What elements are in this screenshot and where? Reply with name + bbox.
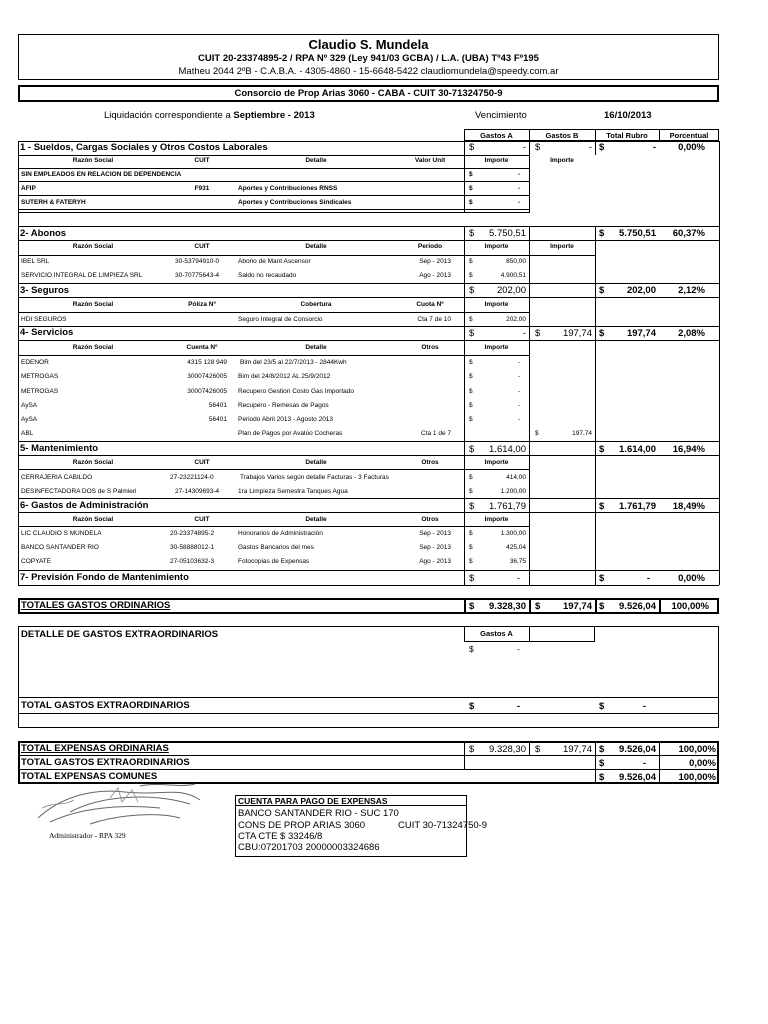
liquidacion-label (104, 111, 315, 121)
s1-r1-detalle: Aportes y Contribuciones RNSS (238, 185, 338, 192)
sum-r1-gastos-a: 9.328,30 (489, 744, 526, 755)
s4-abl-importe-b: 197,74 (572, 430, 592, 437)
s5-cur-tr: $ (599, 444, 605, 455)
extra-h-gastos-a: Gastos A (480, 629, 513, 638)
s1-r2-detalle: Aportes y Contribuciones Sindicales (238, 199, 352, 206)
s6-cur-tr: $ (599, 501, 605, 512)
colhead-gastos-b: Gastos B (545, 131, 579, 140)
s4-r1-importe: - (517, 359, 520, 366)
s1-cur-a: $ (469, 142, 475, 153)
section-2-title: 2- Abonos (20, 228, 67, 239)
sum-r3-total-rubro: 9.526,04 (619, 772, 656, 783)
administrator-contact: Matheu 2044 2ºB - C.A.B.A. - 4305-4860 - 15-6648-5422 claudiomundela@speedy.com.ar (178, 66, 559, 77)
tot-extra-cur-tr: $ (599, 701, 605, 712)
s3-gastos-a: 202,00 (496, 285, 526, 296)
cuenta-cta-cte: CTA CTE $ 33246/8 (238, 831, 323, 842)
s1-r2-importe: - (517, 199, 520, 206)
s4-r2-importe: - (517, 373, 520, 380)
s2-total-rubro: 5.750,51 (619, 228, 656, 239)
cuenta-title: CUENTA PARA PAGO DE EXPENSAS (238, 796, 388, 806)
vencimiento-date: 16/10/2013 (604, 110, 652, 121)
s4-r5-razon: AySA (21, 416, 38, 423)
s4-r2-cur: $ (469, 373, 473, 380)
s2-h-razon: Razón Social (72, 243, 114, 250)
sum-r1-porcentual: 100,00% (678, 744, 716, 755)
s5-r2-importe: 1.200,00 (500, 488, 526, 495)
s1-gastos-b: - (588, 142, 592, 153)
s3-h-poliza: Póliza Nº (188, 301, 216, 308)
s4-gastos-b: 197,74 (562, 328, 592, 339)
s6-h-razon: Razón Social (72, 516, 114, 523)
cuenta-titular: CONS DE PROP ARIAS 3060 (238, 820, 366, 831)
s2-gastos-a: 5.750,51 (489, 228, 526, 239)
s1-h-importe-a: Importe (484, 157, 509, 164)
summary-ordinarias-label: TOTAL EXPENSAS ORDINARIAS (21, 743, 169, 754)
s4-r5-cuenta: 56401 (208, 416, 227, 423)
s6-r1-detalle: Honorarios de Administración (238, 530, 323, 537)
s3-total-rubro: 202,00 (626, 285, 656, 296)
s4-abl-cur: $ (535, 430, 539, 437)
s4-total-rubro: 197,74 (626, 328, 656, 339)
s6-h-importe: Importe (484, 516, 509, 523)
s2-cur-tr: $ (599, 228, 605, 239)
s4-r4-detalle: Recupero - Remesas de Pagos (238, 402, 329, 409)
consorcio-title: Consorcio de Prop Arias 3060 - CABA - CUIT 30-71324750-9 (234, 88, 503, 99)
s2-h-importe-a: Importe (484, 243, 509, 250)
s6-r3-cur: $ (469, 558, 473, 565)
s1-cur-r0: $ (469, 171, 473, 178)
s4-r3-razon: METROGAS (21, 388, 59, 395)
s1-cur-tr: $ (599, 142, 605, 153)
s3-h-cobertura: Cobertura (300, 301, 332, 308)
s2-r2-periodo: Ago - 2013 (419, 272, 451, 279)
tot-ord-porcentual: 100,00% (671, 601, 709, 612)
s5-h-razon: Razón Social (72, 459, 114, 466)
s2-cur-a: $ (469, 228, 475, 239)
summary-comunes-label: TOTAL EXPENSAS COMUNES (21, 771, 158, 782)
sum-r1-total-rubro: 9.526,04 (619, 744, 656, 755)
s7-cur-a: $ (469, 573, 475, 584)
s6-r3-detalle: Fotocopias de Expensas (238, 558, 310, 565)
s4-cur-b: $ (535, 328, 541, 339)
s1-h-detalle: Detalle (305, 157, 327, 164)
s1-gastos-a: - (522, 142, 526, 153)
s1-h-cuit: CUIT (194, 157, 210, 164)
s4-r2-cuenta: 30007426005 (187, 373, 227, 380)
s4-r2-razon: METROGAS (21, 373, 59, 380)
sum-r2-cur-tr: $ (599, 758, 605, 769)
administrator-credentials: CUIT 20-23374895-2 / RPA Nº 329 (Ley 941/03 GCBA) / L.A. (UBA) Tº43 Fº195 (198, 53, 539, 64)
s4-r3-importe: - (517, 388, 520, 395)
s2-r1-cuit: 30-53794910-0 (175, 258, 220, 265)
section-7-title: 7- Previsión Fondo de Mantenimiento (20, 572, 189, 583)
s5-r1-cur: $ (469, 474, 473, 481)
signature-caption: Administrador - RPA 329 (49, 831, 126, 840)
s1-r2-cur: $ (469, 199, 473, 206)
s2-h-detalle: Detalle (305, 243, 327, 250)
s2-h-importe-b: Importe (550, 243, 574, 250)
s5-porcentual: 16,94% (672, 444, 705, 455)
tot-extra-cur-a: $ (469, 701, 475, 712)
s4-r5-importe: - (517, 416, 520, 423)
s4-cur-a: $ (469, 328, 475, 339)
s2-r1-razon: IBEL SRL (21, 258, 50, 265)
sum-r1-gastos-b: 197,74 (562, 744, 592, 755)
extra-gastos-a: - (517, 644, 520, 654)
s3-cur-tr: $ (599, 285, 605, 296)
s4-r2-detalle: Bim del 24/8/2012 AL 25/9/2012 (238, 373, 331, 380)
s3-h-razon: Razón Social (72, 301, 114, 308)
s6-h-cuit: CUIT (194, 516, 210, 523)
sum-r1-cur-tr: $ (599, 744, 605, 755)
extra-cur-a: $ (469, 644, 474, 654)
s1-h-importe-b: Importe (550, 157, 574, 164)
s5-cur-a: $ (469, 444, 475, 455)
section-1-title: 1 - Sueldos, Cargas Sociales y Otros Costos Laborales (20, 142, 268, 153)
administrator-name: Claudio S. Mundela (308, 37, 429, 52)
totales-ordinarios-label: TOTALES GASTOS ORDINARIOS (21, 600, 171, 611)
s6-r2-importe: 425,04 (506, 544, 526, 551)
s4-h-importe: Importe (484, 344, 509, 351)
s6-r3-importe: 36,75 (509, 558, 526, 565)
s2-r2-cuit: 30-70775643-4 (175, 272, 220, 279)
s4-r1-cuenta: 4315 128 949 (187, 359, 227, 366)
s6-porcentual: 18,49% (672, 501, 705, 512)
s1-imp-r0: - (517, 171, 520, 178)
s6-total-rubro: 1.761,79 (619, 501, 656, 512)
s3-r1-importe: 202,00 (506, 316, 526, 323)
total-extraordinarios-label: TOTAL GASTOS EXTRAORDINARIOS (21, 700, 190, 711)
s6-r2-razon: BANCO SANTANDER RIO (21, 544, 99, 551)
s6-h-detalle: Detalle (305, 516, 327, 523)
cuenta-banco: BANCO SANTANDER RIO - SUC 170 (238, 808, 399, 819)
tot-ord-gastos-a: 9.328,30 (489, 601, 526, 612)
section-3-title: 3- Seguros (20, 285, 70, 296)
s1-total-rubro: - (652, 142, 656, 153)
s6-r1-cuit: 20-23374895-2 (170, 530, 215, 537)
s1-r2-razon: SUTERH & FATERYH (21, 199, 86, 206)
s6-r3-periodo: Ago - 2013 (419, 558, 451, 565)
s4-r4-importe: - (517, 402, 520, 409)
s2-r1-cur: $ (469, 258, 473, 265)
s2-r2-importe: 4.900,51 (500, 272, 526, 279)
s3-h-cuota: Cuota Nº (416, 301, 444, 308)
s2-r2-razon: SERVICIO INTEGRAL DE LIMPIEZA SRL (21, 272, 143, 279)
s5-r2-detalle: 1ra Limpieza Semestra Tanques Agua (238, 488, 348, 495)
s6-r1-razon: LIC CLAUDIO S MUNDELA (21, 530, 102, 537)
vencimiento-label: Vencimiento (475, 110, 527, 121)
s2-r1-importe: 850,00 (506, 258, 526, 265)
s6-r2-cuit: 30-58888012-1 (170, 544, 215, 551)
colhead-porcentual: Porcentual (669, 131, 709, 140)
extraordinarios-title: DETALLE DE GASTOS EXTRAORDINARIOS (21, 629, 219, 640)
liquidacion-text: Liquidación correspondiente a (104, 110, 234, 121)
s1-r1-razon: AFIP (21, 185, 36, 192)
s6-r3-cuit: 27-05103632-3 (170, 558, 215, 565)
s6-r1-periodo: Sep - 2013 (419, 530, 451, 537)
s7-gastos-a: - (516, 573, 520, 584)
s7-total-rubro: - (646, 573, 650, 584)
s2-h-periodo: Periodo (417, 243, 443, 250)
s4-abl-detalle: Plan de Pagos por Avalúo Cocheras (238, 430, 343, 437)
s4-r3-detalle: Recupero Gestion Costo Gas Importado (238, 388, 354, 395)
tot-extra-total-rubro: - (642, 701, 646, 712)
s1-no-empleados: SIN EMPLEADOS EN RELACION DE DEPENDENCIA (21, 171, 182, 178)
s1-porcentual: 0,00% (678, 142, 705, 153)
s1-r1-cuit: F931 (194, 185, 210, 192)
s3-r1-cur: $ (469, 316, 473, 323)
sum-r1-cur-b: $ (535, 744, 541, 755)
s2-h-cuit: CUIT (194, 243, 210, 250)
sum-r3-porcentual: 100,00% (678, 772, 716, 783)
s2-r2-detalle: Saldo no recaudado (238, 272, 297, 279)
tot-ord-cur-b: $ (535, 601, 541, 612)
s6-h-otros: Otros (421, 516, 439, 523)
tot-extra-gastos-a: - (516, 701, 520, 712)
s5-r1-detalle: Trabajos Varios según detalle Facturas - 3 Facturas (240, 474, 389, 481)
s5-r2-razon: DESINFECTADORA DOS de S Palmieri (21, 488, 137, 495)
s4-abl-cuota: Cta 1 de 7 (421, 430, 451, 437)
s4-r1-detalle: Bim del 23/5 al 22/7/2013 - 2844Kwh (240, 359, 347, 366)
s1-h-valor: Valor Unit (414, 157, 446, 164)
s2-r1-detalle: Abono de Mant Ascensor (238, 258, 311, 265)
liquidacion-period: Septiembre - 2013 (233, 110, 315, 121)
s4-h-otros: Otros (421, 344, 439, 351)
sum-r2-porcentual: 0,00% (689, 758, 716, 769)
s4-r4-cur: $ (469, 402, 473, 409)
s3-cur-a: $ (469, 285, 475, 296)
s5-h-cuit: CUIT (194, 459, 210, 466)
s4-r1-cur: $ (469, 359, 473, 366)
s6-r2-cur: $ (469, 544, 473, 551)
tot-ord-gastos-b: 197,74 (562, 601, 592, 612)
s5-r2-cur: $ (469, 488, 473, 495)
tot-ord-cur-a: $ (469, 601, 475, 612)
s5-r1-importe: 414,00 (506, 474, 526, 481)
s4-cur-tr: $ (599, 328, 605, 339)
s1-r1-cur: $ (469, 185, 473, 192)
s7-porcentual: 0,00% (678, 573, 705, 584)
colhead-gastos-a: Gastos A (480, 131, 513, 140)
s5-r1-cuit: 27-23221124-0 (170, 474, 214, 481)
s6-r2-detalle: Gastos Bancarios del mes (238, 544, 314, 551)
s4-r3-cuenta: 30007426005 (187, 388, 227, 395)
s4-abl-razon: ABL (21, 430, 34, 437)
s4-r3-cur: $ (469, 388, 473, 395)
s3-r1-cobertura: Seguro Integral de Consorcio (238, 316, 323, 323)
s3-r1-razon: HDI SEGUROS (21, 316, 67, 323)
s4-gastos-a: - (522, 328, 526, 339)
s5-h-otros: Otros (421, 459, 439, 466)
s4-r4-cuenta: 56401 (208, 402, 227, 409)
s6-cur-a: $ (469, 501, 475, 512)
s4-h-cuenta: Cuenta Nº (186, 344, 218, 351)
s1-r1-importe: - (517, 185, 520, 192)
tot-ord-cur-tr: $ (599, 601, 605, 612)
s4-h-detalle: Detalle (305, 344, 327, 351)
s5-gastos-a: 1.614,00 (489, 444, 526, 455)
section-6-title: 6- Gastos de Administración (20, 500, 149, 511)
s6-r2-periodo: Sep - 2013 (419, 544, 451, 551)
s5-r1-razon: CERRAJERIA CABILDO (21, 474, 93, 481)
s5-r2-cuit: 27-14309693-4 (175, 488, 220, 495)
s5-h-detalle: Detalle (305, 459, 327, 466)
sum-r2-total-rubro: - (642, 758, 646, 769)
s4-porcentual: 2,08% (678, 328, 705, 339)
s5-h-importe: Importe (484, 459, 509, 466)
s4-r4-razon: AySA (21, 402, 38, 409)
s7-cur-tr: $ (599, 573, 605, 584)
s3-h-importe: Importe (484, 301, 509, 308)
s6-r1-cur: $ (469, 530, 473, 537)
s4-r5-cur: $ (469, 416, 473, 423)
sum-r1-cur-a: $ (469, 744, 475, 755)
section-5-title: 5- Mantenimiento (20, 443, 99, 454)
s6-gastos-a: 1.761,79 (489, 501, 526, 512)
sum-r3-cur-tr: $ (599, 772, 605, 783)
s2-porcentual: 60,37% (672, 228, 705, 239)
s4-r5-detalle: Periodo Abril 2013 - Agosto 2013 (238, 416, 334, 423)
s1-cur-b: $ (535, 142, 541, 153)
s6-r1-importe: 1.300,00 (500, 530, 526, 537)
section-4-title: 4- Servicios (20, 327, 74, 338)
s2-r1-periodo: Sep - 2013 (419, 258, 451, 265)
s5-total-rubro: 1.614,00 (619, 444, 656, 455)
summary-extra-label: TOTAL GASTOS EXTRAORDINARIOS (21, 757, 190, 768)
s4-r1-razon: EDENOR (21, 359, 49, 366)
cuenta-cuit: CUIT 30-71324750-9 (398, 820, 488, 831)
s3-porcentual: 2,12% (678, 285, 705, 296)
cuenta-cbu: CBU:07201703 20000003324686 (238, 842, 380, 853)
s3-r1-cuota: Cta 7 de 10 (417, 316, 451, 323)
tot-ord-total-rubro: 9.526,04 (619, 601, 656, 612)
s6-r3-razon: COPYATE (21, 558, 52, 565)
s4-h-razon: Razón Social (72, 344, 114, 351)
colhead-total-rubro: Total Rubro (606, 131, 648, 140)
s2-r2-cur: $ (469, 272, 473, 279)
s1-h-razon: Razón Social (72, 157, 114, 164)
